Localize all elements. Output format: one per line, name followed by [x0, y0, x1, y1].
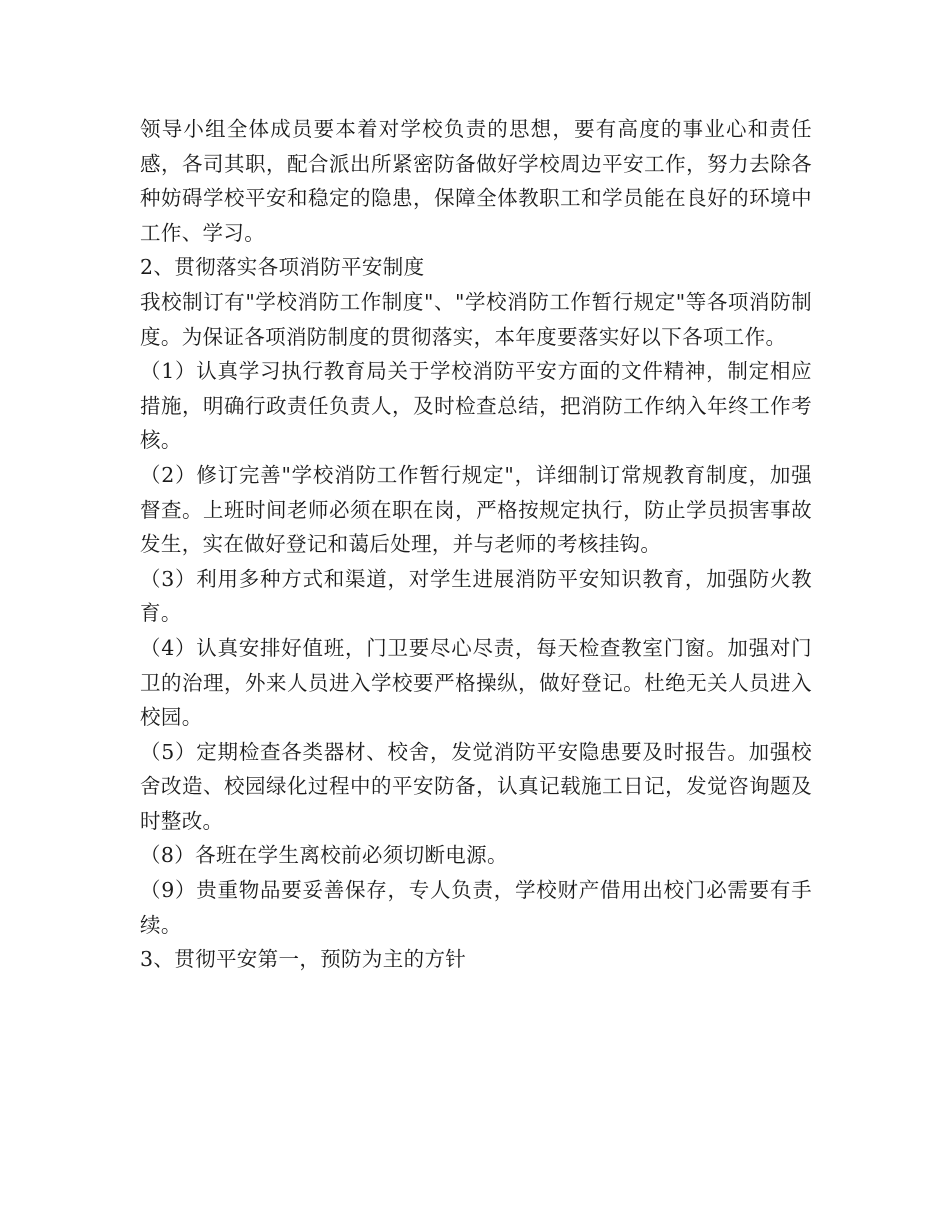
list-item-2: （2）修订完善"学校消防工作暂行规定"，详细制订常规教育制度，加强督查。上班时间老师必须在职在岗，严格按规定执行，防止学员损害事故发生，实在做好登记和蔼后处理，并与老师的考核挂钩。 — [140, 462, 812, 557]
paragraph-leadership-responsibility: 领导小组全体成员要本着对学校负责的思想，要有高度的事业心和责任感，各司其职，配合派出所紧密防备做好学校周边平安工作，努力去除各种妨碍学校平安和稳定的隐患，保障全体教职工和学员能在良好的环境中工作、学习。 — [140, 117, 812, 245]
list-item-4: （4）认真安排好值班，门卫要尽心尽责，每天检查教室门窗。加强对门卫的治理，外来人员进入学校要严格操纵，做好登记。杜绝无关人员进入校园。 — [140, 635, 812, 730]
list-item-3: （3）利用多种方式和渠道，对学生进展消防平安知识教育，加强防火教育。 — [140, 566, 812, 626]
list-item-9: （9）贵重物品要妥善保存，专人负责，学校财产借用出校门必需要有手续。 — [140, 878, 812, 937]
list-item-5: （5）定期检查各类器材、校舍，发觉消防平安隐患要及时报告。加强校舍改造、校园绿化过程中的平安防备，认真记载施工日记，发觉咨询题及时整改。 — [140, 739, 812, 833]
list-item-8: （8）各班在学生离校前必须切断电源。 — [140, 843, 508, 868]
section-heading-fire-safety-system: 2、贯彻落实各项消防平安制度 — [140, 255, 425, 280]
section-heading-safety-first: 3、贯彻平安第一，预防为主的方针 — [140, 947, 467, 972]
document-body — [140, 112, 812, 977]
list-item-1: （1）认真学习执行教育局关于学校消防平安方面的文件精神，制定相应措施，明确行政责任负责人，及时检查总结，把消防工作纳入年终工作考核。 — [140, 359, 812, 453]
paragraph-fire-regulations-intro: 我校制订有"学校消防工作制度"、"学校消防工作暂行规定"等各项消防制度。为保证各项消防制度的贯彻落实，本年度要落实好以下各项工作。 — [140, 289, 812, 349]
